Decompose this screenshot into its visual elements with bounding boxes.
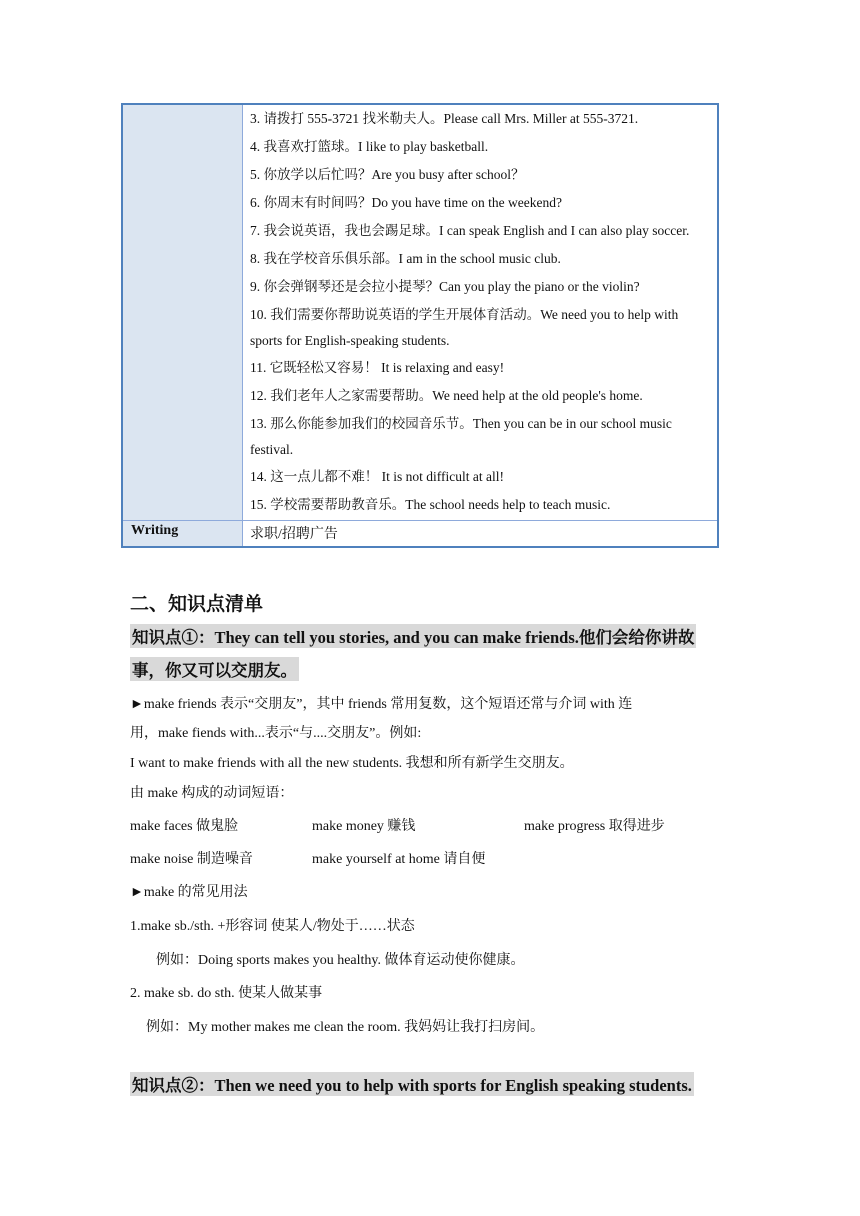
writing-label: Writing: [131, 523, 179, 538]
knowledge-point-1-line1: 知识点①：They can tell you stories, and you can make friends.他们会给你讲故: [130, 624, 696, 648]
sentence-10: 10. 我们需要你帮助说英语的学生开展体育活动。We need you to help with: [250, 307, 679, 322]
knowledge-point-1-line2: 事，你又可以交朋友。: [130, 657, 299, 681]
sentence-4: 4. 我喜欢打篮球。I like to play basketball.: [250, 139, 489, 154]
phrase-make-progress: make progress 取得进步: [524, 819, 665, 834]
make-friends-note-line1: ►make friends 表示“交朋友”，其中 friends 常用复数，这个短语还常与介词 with 连: [130, 697, 633, 712]
phrase-make-faces: make faces 做鬼脸: [130, 819, 239, 834]
sentence-13-cont: festival.: [250, 442, 294, 457]
sentence-table: [121, 103, 719, 548]
sentence-13: 13. 那么你能参加我们的校园音乐节。Then you can be in our school music: [250, 416, 672, 431]
table-row-divider: [123, 520, 717, 521]
sentence-14: 14. 这一点儿都不难！ It is not difficult at all!: [250, 469, 504, 484]
sentence-12: 12. 我们老年人之家需要帮助。We need help at the old people's home.: [250, 388, 643, 403]
writing-value: 求职/招聘广告: [250, 527, 338, 542]
usage-1-example: 例如：Doing sports makes you healthy. 做体育运动使你健康。: [156, 953, 525, 968]
sentence-6: 6. 你周末有时间吗？Do you have time on the weekend?: [250, 195, 562, 210]
usage-2: 2. make sb. do sth. 使某人做某事: [130, 986, 323, 1001]
make-friends-note-line2: 用，make fiends with...表示“与....交朋友”。例如:: [130, 726, 422, 741]
usage-1: 1.make sb./sth. +形容词 使某人/物处于……状态: [130, 919, 415, 934]
sentence-3: 3. 请拨打 555-3721 找米勒夫人。Please call Mrs. Miller at 555-3721.: [250, 111, 639, 126]
sentence-8: 8. 我在学校音乐俱乐部。I am in the school music club.: [250, 251, 561, 266]
sentence-10-cont: sports for English-speaking students.: [250, 333, 450, 348]
phrase-make-yourself: make yourself at home 请自便: [312, 852, 486, 867]
phrase-make-noise: make noise 制造噪音: [130, 852, 253, 867]
table-label-column: [123, 105, 243, 546]
example-sentence-1: I want to make friends with all the new students. 我想和所有新学生交朋友。: [130, 756, 574, 771]
usage-2-example: 例如：My mother makes me clean the room. 我妈妈让我打扫房间。: [146, 1020, 545, 1035]
phrases-intro: 由 make 构成的动词短语：: [130, 786, 294, 801]
sentence-7: 7. 我会说英语，我也会踢足球。I can speak English and I can also play soccer.: [250, 223, 690, 238]
phrase-make-money: make money 赚钱: [312, 819, 416, 834]
usage-title: ►make 的常见用法: [130, 885, 248, 900]
sentence-5: 5. 你放学以后忙吗？Are you busy after school？: [250, 167, 525, 182]
sentence-15: 15. 学校需要帮助教音乐。The school needs help to teach music.: [250, 497, 611, 512]
sentence-9: 9. 你会弹钢琴还是会拉小提琴？Can you play the piano or the violin?: [250, 279, 640, 294]
knowledge-point-2: 知识点②：Then we need you to help with sports for English speaking students.: [130, 1072, 694, 1096]
sentence-11: 11. 它既轻松又容易！ It is relaxing and easy!: [250, 360, 505, 375]
section-title: 二、知识点清单: [130, 593, 264, 615]
